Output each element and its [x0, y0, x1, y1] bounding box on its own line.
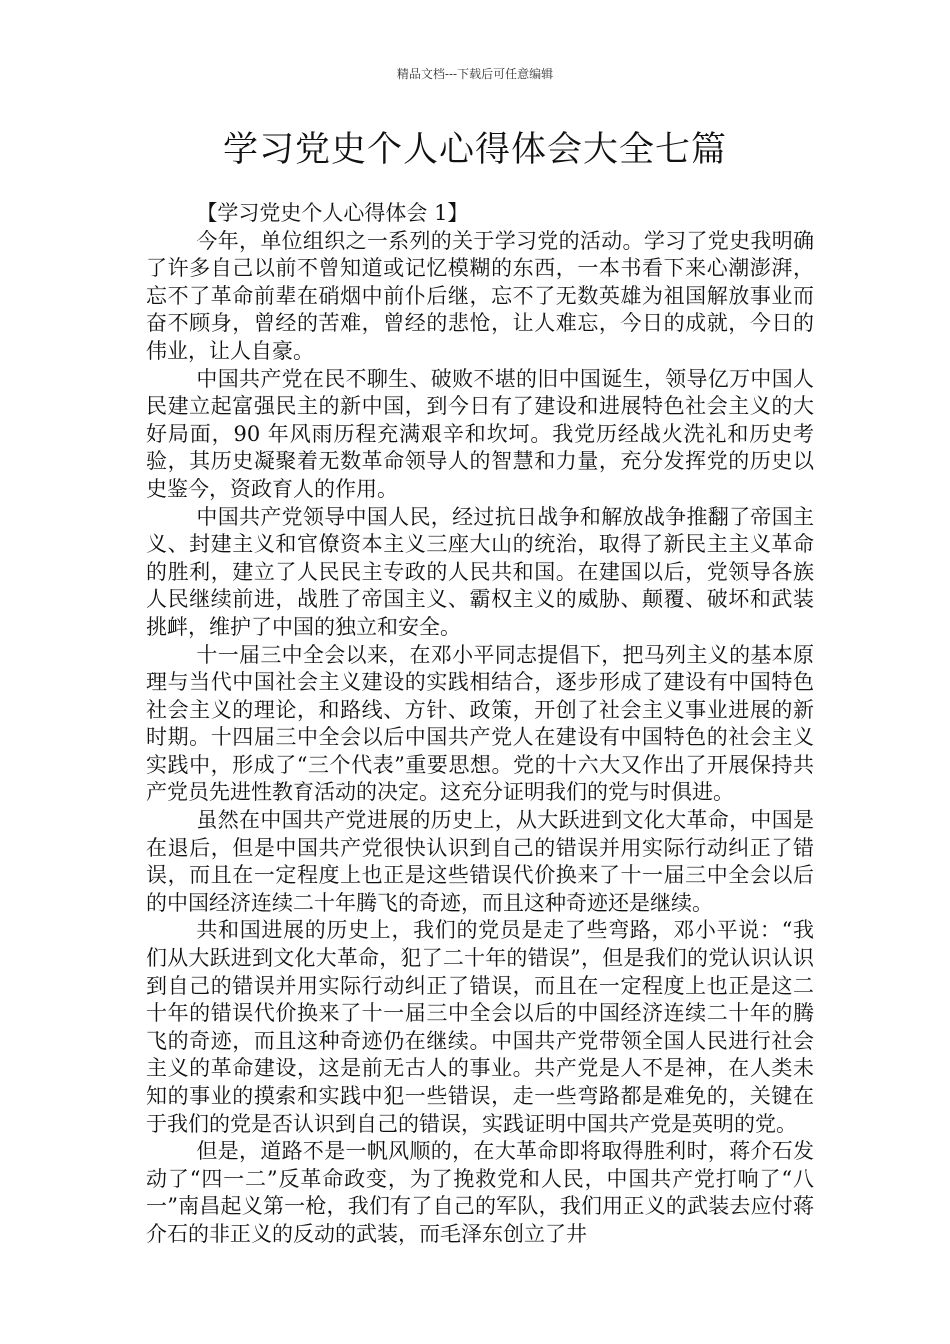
paragraph: 十一届三中全会以来，在邓小平同志提倡下，把马列主义的基本原理与当代中国社会主义建设的实践相结合，逐步形成了建设有中国特色社会主义的理论，和路线、方针、政策，开创了社会主义事业进展的新时期。十四届三中全会以后中国共产党人在建设有中国特色的社会主义实践中，形成了“三个代表”重要思想。党的十六大又作出了开展保持共产党员先进性教育活动的决定。这充分证明我们的党与时俱进。 — [146, 642, 814, 805]
document-title: 学习党史个人心得体会大全七篇 — [222, 130, 727, 170]
paragraph: 中国共产党领导中国人民，经过抗日战争和解放战争推翻了帝国主义、封建主义和官僚资本主义三座大山的统治，取得了新民主主义革命的胜利，建立了人民民主专政的人民共和国。在建国以后，党领导各族人民继续前进，战胜了帝国主义、霸权主义的威胁、颠覆、破坏和武装挑衅，维护了中国的独立和安全。 — [146, 504, 814, 639]
header-note: 精品文档---下载后可任意编辑 — [396, 67, 554, 81]
paragraph: 中国共产党在民不聊生、破败不堪的旧中国诞生，领导亿万中国人民建立起富强民主的新中国，到今日有了建设和进展特色社会主义的大好局面，90 年风雨历程充满艰辛和坎坷。我党历经战火洗礼和历史考验，其历史凝聚着无数革命领导人的智慧和力量，充分发挥党的历史以史鉴今，资政育人的作用。 — [146, 366, 814, 501]
section-heading: 【学习党史个人心得体会 1】 — [196, 201, 469, 225]
paragraph: 但是，道路不是一帆风顺的，在大革命即将取得胜利时，蒋介石发动了“四一二”反革命政变，为了挽救党和人民，中国共产党打响了“八一”南昌起义第一枪，我们有了自己的军队，我们用正义的武装去应付蒋介石的非正义的反动的武装，而毛泽东创立了井 — [146, 1139, 814, 1246]
paragraph: 共和国进展的历史上，我们的党员是走了些弯路，邓小平说：“我们从大跃进到文化大革命，犯了二十年的错误”，但是我们的党认识认识到自己的错误并用实际行动纠正了错误，而且在一定程度上也正是这二十年的错误代价换来了十一届三中全会以后的中国经济连续二十年的腾飞的奇迹，而且这种奇迹仍在继续。中国共产党带领全国人民进行社会主义的革命建设，这是前无古人的事业。共产党是人不是神，在人类未知的事业的摸索和实践中犯一些错误，走一些弯路都是难免的，关键在于我们的党是否认识到自己的错误，实践证明中国共产党是英明的党。 — [146, 918, 814, 1136]
paragraph: 今年，单位组织之一系列的关于学习党的活动。学习了党史我明确了许多自己以前不曾知道或记忆模糊的东西，一本书看下来心潮澎湃，忘不了革命前辈在硝烟中前仆后继，忘不了无数英雄为祖国解放事业而奋不顾身，曾经的苦难，曾经的悲怆，让人难忘，今日的成就，今日的伟业，让人自豪。 — [146, 228, 814, 363]
document-body — [146, 200, 814, 1249]
paragraph: 虽然在中国共产党进展的历史上，从大跃进到文化大革命，中国是在退后，但是中国共产党很快认识到自己的错误并用实际行动纠正了错误，而且在一定程度上也正是这些错误代价换来了十一届三中全会以后的中国经济连续二十年腾飞的奇迹，而且这种奇迹还是继续。 — [146, 808, 814, 915]
